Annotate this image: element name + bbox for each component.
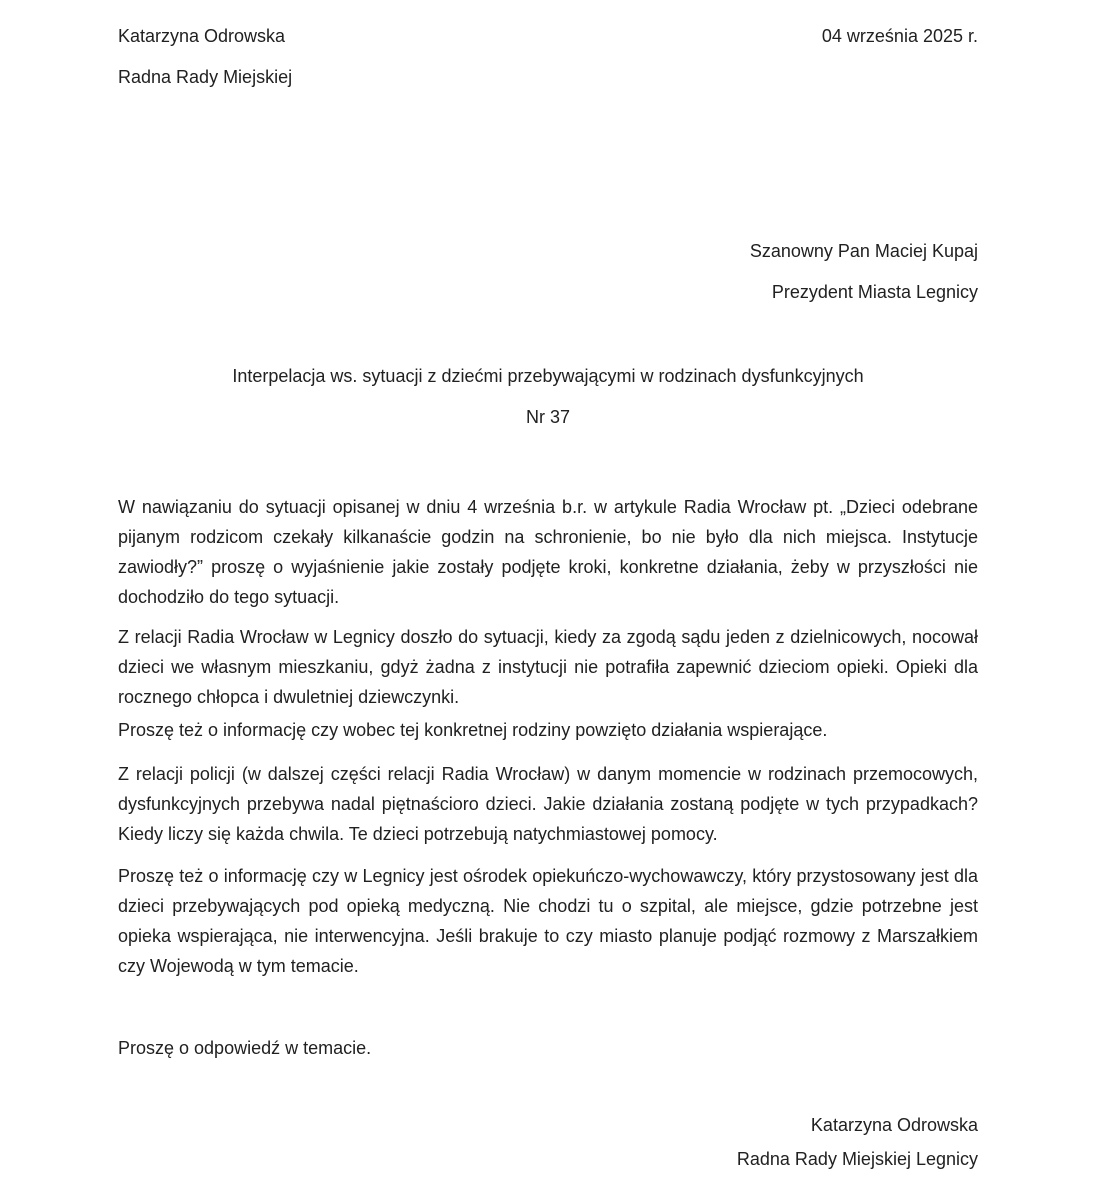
signature-title: Radna Rady Miejskiej Legnicy bbox=[736, 1149, 978, 1169]
paragraph-5: Proszę też o informację czy w Legnicy jest ośrodek opiekuńczo-wychowawczy, który przystosowany jest dla dzieci przebywających pod opieką medyczną. Nie chodzi tu o szpital, ale miejsce, gdzie potrzebne jest opieka wspierająca, nie interwencyjna. Jeśli brakuje to czy miasto planuje podjąć rozmowy z Marszałkiem czy Wojewodą w tym temacie. bbox=[118, 866, 978, 976]
signature-block bbox=[118, 1115, 978, 1170]
recipient-block bbox=[118, 241, 978, 303]
letter-header bbox=[118, 26, 978, 47]
sender-title: Radna Rady Miejskiej bbox=[118, 67, 293, 87]
sender-name: Katarzyna Odrowska bbox=[118, 26, 286, 46]
letter-body bbox=[118, 492, 978, 981]
letter-date: 04 września 2025 r. bbox=[821, 26, 978, 46]
closing-line: Proszę o odpowiedź w temacie. bbox=[118, 1038, 372, 1058]
paragraph-3: Proszę też o informację czy wobec tej konkretnej rodziny powzięto działania wspierające. bbox=[118, 720, 828, 740]
signature-name: Katarzyna Odrowska bbox=[810, 1115, 978, 1135]
subject-number: Nr 37 bbox=[525, 407, 570, 427]
recipient-salutation: Szanowny Pan Maciej Kupaj bbox=[749, 241, 978, 261]
paragraph-2: Z relacji Radia Wrocław w Legnicy doszło do sytuacji, kiedy za zgodą sądu jeden z dzielnicowych, nocował dzieci we własnym mieszkaniu, gdyż żadna z instytucji nie potrafiła zapewnić dzieciom opieki. Opieki dla rocznego chłopca i dwuletniej dziewczynki. bbox=[118, 627, 978, 707]
recipient-position: Prezydent Miasta Legnicy bbox=[771, 282, 978, 302]
paragraph-1: W nawiązaniu do sytuacji opisanej w dniu 4 września b.r. w artykule Radia Wrocław pt. „Dzieci odebrane pijanym rodzicom czekały kilkanaście godzin na schronienie, bo nie było dla nich miejsca. Instytucje zawiodły?” proszę o wyjaśnienie jakie zostały podjęte kroki, konkretne działania, żeby w przyszłości nie dochodziło do tego sytuacji. bbox=[118, 497, 978, 607]
subject-title: Interpelacja ws. sytuacji z dziećmi przebywającymi w rodzinach dysfunkcyjnych bbox=[232, 366, 864, 386]
paragraph-4: Z relacji policji (w dalszej części relacji Radia Wrocław) w danym momencie w rodzinach przemocowych, dysfunkcyjnych przebywa nadal piętnaścioro dzieci. Jakie działania zostaną podjęte w tych przypadkach? Kiedy liczy się każda chwila. Te dzieci potrzebują natychmiastowej pomocy. bbox=[118, 764, 978, 844]
